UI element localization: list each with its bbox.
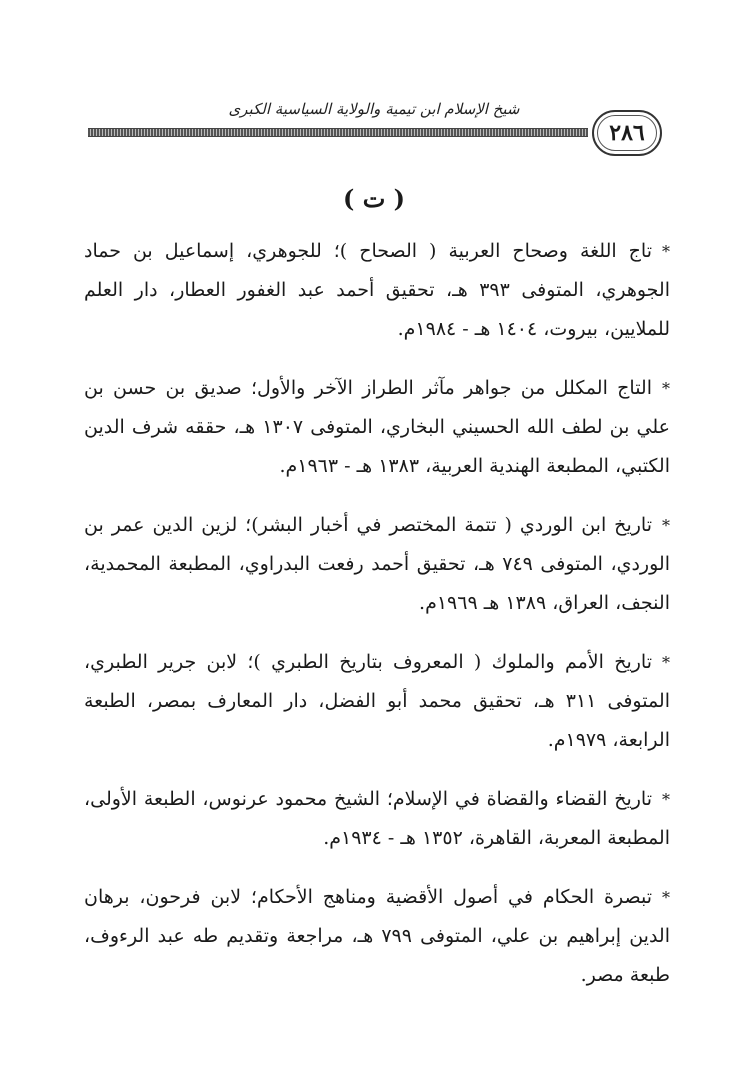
- entry-text: تبصرة الحكام في أصول الأقضية ومناهج الأحكام؛ لابن فرحون، برهان الدين إبراهيم بن علي، المتوفى ٧٩٩ هـ، مراجعة وتقديم طه عبد الرءوف، طبعة مصر.: [84, 886, 670, 986]
- entry-text: تاريخ ابن الوردي ( تتمة المختصر في أخبار البشر)؛ لزين الدين عمر بن الوردي، المتوفى ٧٤٩ هـ، تحقيق أحمد رفعت البدراوي، المطبعة المحمدية، النجف، العراق، ١٣٨٩ هـ ١٩٦٩م.: [84, 514, 670, 614]
- asterisk-marker: *: [662, 888, 670, 907]
- bibliography-entry: [84, 643, 670, 760]
- bibliography-list: [84, 232, 670, 1015]
- asterisk-marker: *: [662, 790, 670, 809]
- entry-text: تاريخ الأمم والملوك ( المعروف بتاريخ الطبري )؛ لابن جرير الطبري، المتوفى ٣١١ هـ، تحقيق محمد أبو الفضل، دار المعارف بمصر، الطبعة الرابعة، ١٩٧٩م.: [84, 651, 670, 751]
- page-number: ٢٨٦: [609, 120, 645, 146]
- entry-text: تاريخ القضاء والقضاة في الإسلام؛ الشيخ محمود عرنوس، الطبعة الأولى، المطبعة المعربة، القاهرة، ١٣٥٢ هـ - ١٩٣٤م.: [84, 788, 670, 849]
- bibliography-entry: [84, 369, 670, 486]
- entry-text: التاج المكلل من جواهر مآثر الطراز الآخر والأول؛ صديق بن حسن بن علي بن لطف الله الحسيني البخاري، المتوفى ١٣٠٧ هـ، حققه شرف الدين الكتبي، المطبعة الهندية العربية، ١٣٨٣ هـ - ١٩٦٣م.: [84, 377, 670, 477]
- entry-text: تاج اللغة وصحاح العربية ( الصحاح )؛ للجوهري، إسماعيل بن حماد الجوهري، المتوفى ٣٩٣ هـ، تحقيق أحمد عبد الغفور العطار، دار العلم للملايين، بيروت، ١٤٠٤ هـ - ١٩٨٤م.: [84, 240, 670, 340]
- bibliography-entry: [84, 780, 670, 858]
- bibliography-entry: [84, 506, 670, 623]
- page-number-badge: [592, 110, 662, 156]
- asterisk-marker: *: [662, 516, 670, 535]
- asterisk-marker: *: [662, 653, 670, 672]
- header-decorative-rule: [88, 128, 588, 137]
- running-title: شيخ الإسلام ابن تيمية والولاية السياسية الكبرى: [228, 100, 520, 118]
- bibliography-entry: [84, 232, 670, 349]
- asterisk-marker: *: [662, 242, 670, 261]
- asterisk-marker: *: [662, 379, 670, 398]
- section-heading: ( ت ): [342, 184, 405, 213]
- bibliography-entry: [84, 878, 670, 995]
